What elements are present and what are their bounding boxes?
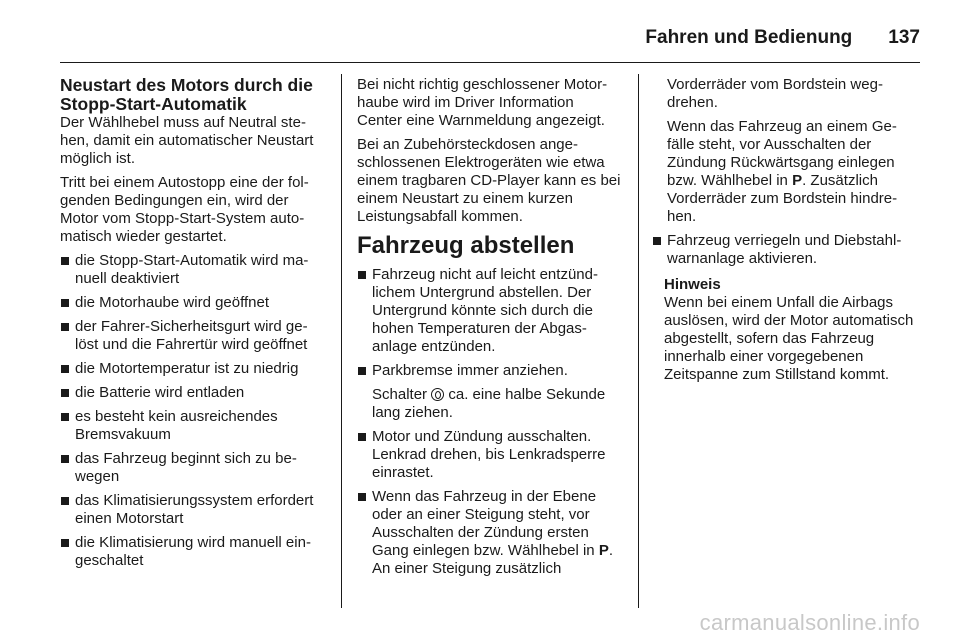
- list-item: die Stopp-Start-Automatik wird manuell deaktiviert: [60, 252, 325, 288]
- parking-brake-instruction: Schalter ca. eine halbe Sekunde lang ziehen.: [372, 386, 606, 421]
- header-divider: [60, 62, 920, 63]
- column-divider: [341, 74, 342, 608]
- paragraph: Der Wählhebel muss auf Neutral stehen, damit ein automatischer Neustart möglich ist.: [60, 114, 314, 167]
- bullet-icon: [61, 257, 69, 265]
- column-divider: [638, 74, 639, 608]
- gear-p-label: P: [598, 542, 609, 559]
- conditions-list: [60, 252, 325, 570]
- page-number: 137: [888, 27, 920, 48]
- list-item: Motor und Zündung ausschalten. Lenkrad drehen, bis Lenkradsperre einrastet.: [357, 428, 622, 482]
- list-item: die Motortemperatur ist zu niedrig: [60, 360, 325, 378]
- list-item: die Batterie wird entladen: [60, 384, 325, 402]
- list-item: Fahrzeug verriegeln und Diebstahlwarnanlage aktivieren.: [652, 232, 917, 268]
- watermark: carmanualsonline.info: [699, 610, 920, 635]
- continued-text: Vorderräder vom Bordstein wegdrehen.: [667, 76, 883, 111]
- bullet-icon: [358, 271, 366, 279]
- parking-steps-list: [357, 428, 622, 578]
- column-right: [652, 76, 917, 384]
- column-middle: [357, 76, 622, 584]
- list-item: der Fahrer-Sicherheitsgurt wird gelöst und die Fahrertür wird geöffnet: [60, 318, 325, 354]
- bullet-icon: [61, 539, 69, 547]
- gear-p-label: P: [792, 172, 803, 189]
- parking-steps-list: [357, 266, 622, 380]
- downhill-instruction: Wenn das Fahrzeug an einem Gefälle steht, vor Ausschalten der Zündung Rückwärtsgang einlegen bzw. Wählhebel in P. Zusätzlich Vorderräder zum Bordstein hindrehen.: [667, 118, 898, 225]
- bullet-icon: [358, 433, 366, 441]
- hint-body: Wenn bei einem Unfall die Airbags auslösen, wird der Motor automatisch abgestellt, sofern das Fahrzeug innerhalb einer vorgegebenen Zeitspanne zum Stillstand kommt.: [664, 294, 914, 383]
- bullet-icon: [358, 367, 366, 375]
- bullet-icon: [358, 493, 366, 501]
- paragraph: Bei an Zubehörsteckdosen angeschlossenen Elektrogeräten wie etwa einem tragbaren CD-Player kann es bei einem Neustart zu einem kurzen Leistungsabfall kommen.: [357, 136, 621, 225]
- page-header: [60, 18, 920, 58]
- bullet-icon: [61, 497, 69, 505]
- section-title: Fahren und Bedienung: [645, 27, 853, 48]
- list-item: Fahrzeug nicht auf leicht entzündlichem Untergrund abstellen. Der Untergrund könnte sich durch die hohen Temperaturen der Abgasanlage entzünden.: [357, 266, 622, 356]
- paragraph: Tritt bei einem Autostopp eine der folgenden Bedingungen ein, wird der Motor vom Stopp-Start-System automatisch wieder gestartet.: [60, 174, 309, 245]
- list-item: das Klimatisierungssystem erfordert einen Motorstart: [60, 492, 325, 528]
- bullet-icon: [61, 299, 69, 307]
- bullet-icon: [61, 389, 69, 397]
- restart-heading: Neustart des Motors durch die Stopp-Start-Automatik: [60, 75, 313, 114]
- bullet-icon: [653, 237, 661, 245]
- bullet-icon: [61, 365, 69, 373]
- list-item: Parkbremse immer anziehen.: [357, 362, 622, 380]
- parking-brake-icon: [431, 388, 444, 401]
- parking-heading: Fahrzeug abstellen: [357, 232, 575, 259]
- bullet-icon: [61, 413, 69, 421]
- list-item: Wenn das Fahrzeug in der Ebene oder an einer Steigung steht, vor Ausschalten der Zündung ersten Gang einlegen bzw. Wählhebel in P. An einer Steigung zusätzlich: [357, 488, 622, 578]
- column-left: [60, 76, 325, 576]
- hint-title: Hinweis: [664, 276, 721, 293]
- parking-steps-list: [652, 232, 917, 268]
- list-item: das Fahrzeug beginnt sich zu bewegen: [60, 450, 325, 486]
- list-item: es besteht kein ausreichendes Bremsvakuum: [60, 408, 325, 444]
- bullet-icon: [61, 323, 69, 331]
- bullet-icon: [61, 455, 69, 463]
- list-item: die Motorhaube wird geöffnet: [60, 294, 325, 312]
- paragraph: Bei nicht richtig geschlossener Motorhaube wird im Driver Information Center eine Warnmeldung angezeigt.: [357, 76, 608, 129]
- list-item: die Klimatisierung wird manuell eingeschaltet: [60, 534, 325, 570]
